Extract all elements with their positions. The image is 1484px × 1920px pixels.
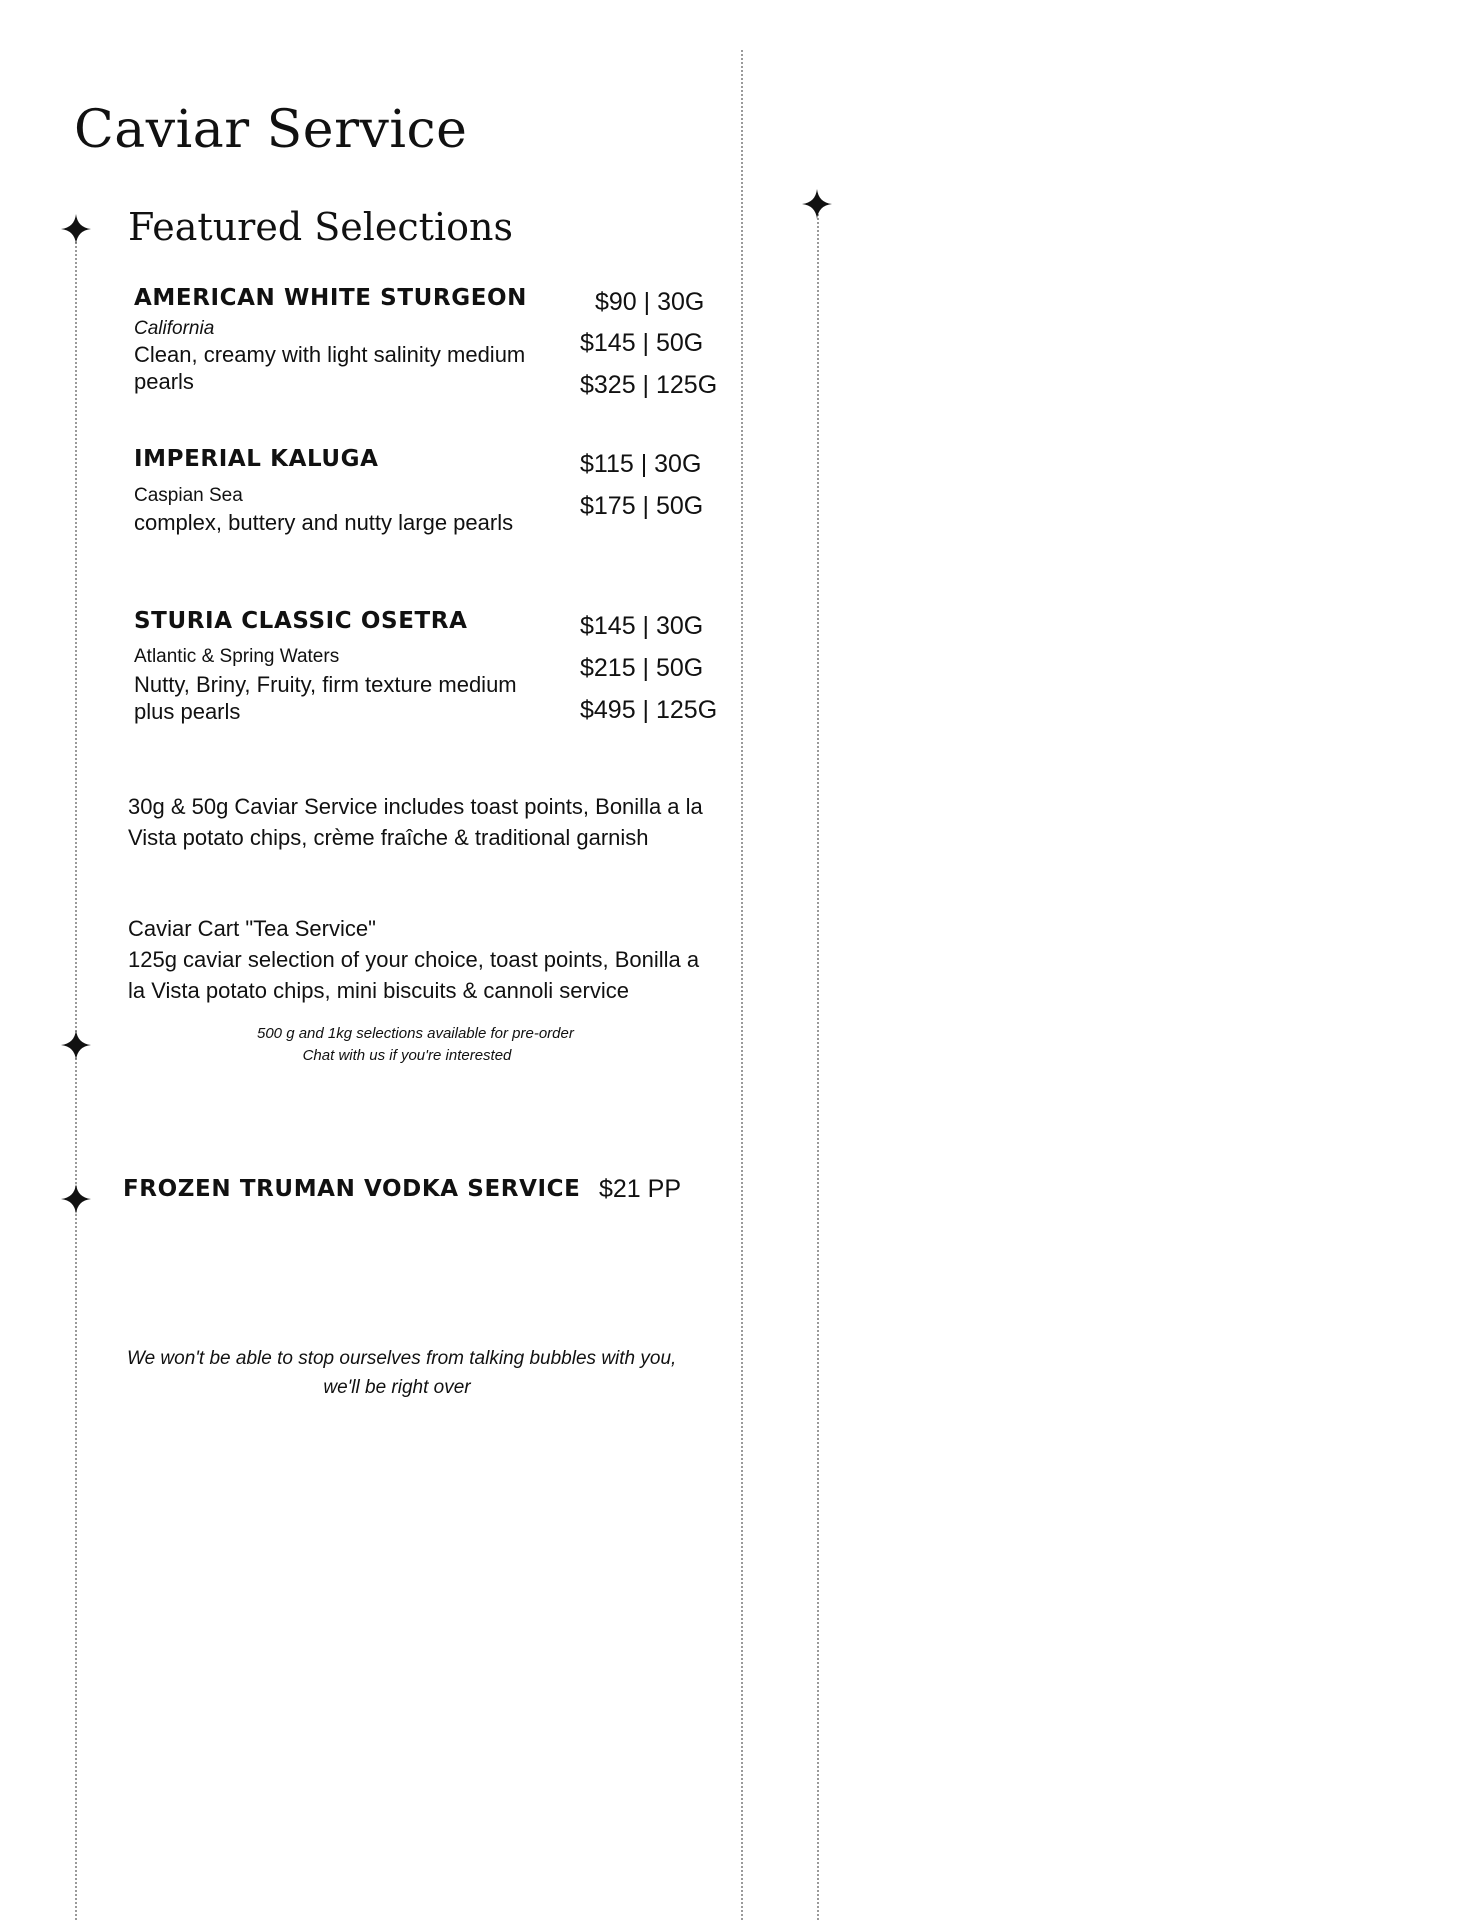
service-includes-note: 30g & 50g Caviar Service includes toast points, Bonilla a la Vista potato chips, crème fraîche & traditional garnish bbox=[128, 794, 703, 850]
item-description: Clean, creamy with light salinity medium pearls bbox=[134, 342, 526, 394]
tea-service-title: Caviar Cart "Tea Service" bbox=[128, 916, 376, 941]
sparkle-icon bbox=[802, 189, 832, 219]
tea-service-description: 125g caviar selection of your choice, toast points, Bonilla a la Vista potato chips, mini biscuits & cannoli service bbox=[128, 947, 700, 1003]
right-guide-line bbox=[817, 214, 819, 1920]
item-price: $495 | 125G bbox=[580, 696, 718, 724]
item-origin: Atlantic & Spring Waters bbox=[134, 646, 340, 667]
item-price: $325 | 125G bbox=[580, 371, 718, 399]
item-name: AMERICAN WHITE STURGEON bbox=[134, 285, 528, 311]
section-heading-featured: Featured Selections bbox=[128, 205, 513, 249]
left-guide-line bbox=[75, 230, 77, 1920]
item-description: Nutty, Briny, Fruity, firm texture medium plus pearls bbox=[134, 672, 517, 724]
center-divider-line bbox=[741, 50, 743, 1920]
preorder-note-line2: Chat with us if you're interested bbox=[302, 1047, 512, 1064]
sparkle-icon bbox=[61, 1184, 91, 1214]
closing-line1: We won't be able to stop ourselves from talking bubbles with you, bbox=[127, 1348, 677, 1369]
item-origin: California bbox=[134, 318, 215, 339]
item-price: $21 PP bbox=[599, 1175, 682, 1203]
page-title: Caviar Service bbox=[74, 100, 468, 160]
sparkle-icon bbox=[61, 1030, 91, 1060]
item-price: $90 | 30G bbox=[595, 288, 705, 316]
closing-line2: we'll be right over bbox=[323, 1377, 471, 1398]
preorder-note-line1: 500 g and 1kg selections available for pre-order bbox=[257, 1025, 574, 1042]
item-price: $145 | 30G bbox=[580, 612, 704, 640]
item-price: $215 | 50G bbox=[580, 654, 704, 682]
item-price: $175 | 50G bbox=[580, 492, 704, 520]
item-name: FROZEN TRUMAN VODKA SERVICE bbox=[123, 1176, 581, 1202]
item-price: $145 | 50G bbox=[580, 329, 704, 357]
item-description: complex, buttery and nutty large pearls bbox=[134, 510, 514, 535]
item-origin: Caspian Sea bbox=[134, 485, 243, 506]
item-name: IMPERIAL KALUGA bbox=[134, 446, 379, 472]
sparkle-icon bbox=[61, 214, 91, 244]
item-price: $115 | 30G bbox=[580, 450, 702, 478]
item-name: STURIA CLASSIC OSETRA bbox=[134, 608, 468, 634]
